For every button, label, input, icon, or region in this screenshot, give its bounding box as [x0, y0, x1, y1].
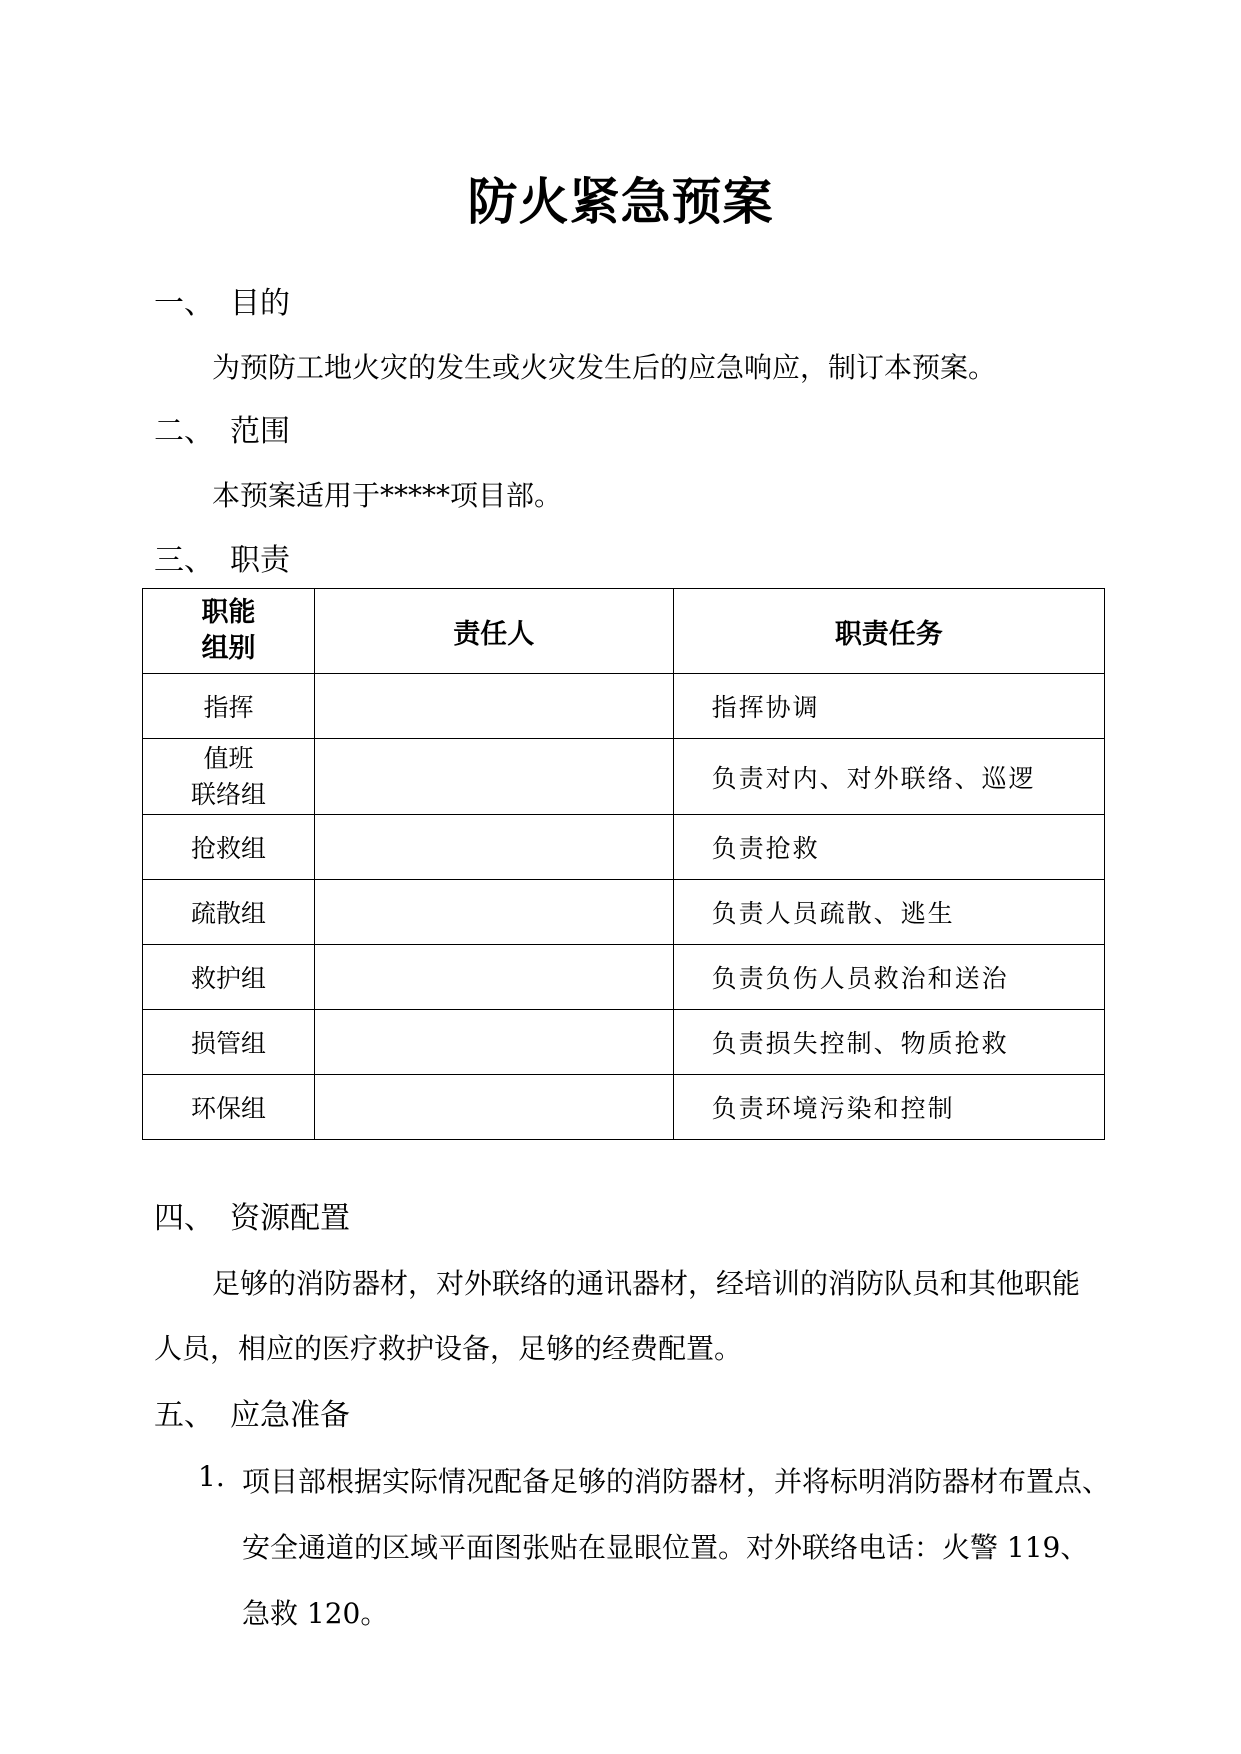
- section-number: 二、: [154, 414, 214, 449]
- header-group-line1: 职能: [201, 597, 256, 628]
- table-row: [143, 1010, 1105, 1075]
- person-cell: [314, 739, 673, 815]
- table-row: [143, 945, 1105, 1010]
- task-cell: 指挥协调: [673, 674, 1104, 739]
- resources-paragraph-line1: 足够的消防器材，对外联络的通讯器材，经培训的消防队员和其他职能: [212, 1267, 1081, 1300]
- page-title: 防火紧急预案: [467, 173, 774, 231]
- table-row: [143, 739, 1105, 815]
- person-cell: [314, 815, 673, 880]
- person-cell: [314, 674, 673, 739]
- group-cell: 损管组: [143, 1010, 315, 1075]
- scope-paragraph: 本预案适用于*****项目部。: [212, 479, 563, 512]
- section-number: 一、: [154, 286, 214, 321]
- section-heading-resources: [154, 1193, 350, 1237]
- task-cell: 负责损失控制、物质抢救: [673, 1010, 1104, 1075]
- purpose-paragraph: 为预防工地火灾的发生或火灾发生后的应急响应，制订本预案。: [212, 351, 997, 384]
- list-item-number: 1.: [198, 1460, 225, 1493]
- person-cell: [314, 880, 673, 945]
- header-person: 责任人: [314, 589, 673, 674]
- group-line1: 值班: [203, 743, 254, 773]
- section-heading-purpose: [154, 278, 290, 322]
- table-header-row: [143, 589, 1105, 674]
- person-cell: [314, 1075, 673, 1140]
- section-title: 职责: [230, 543, 290, 578]
- table-row: [143, 674, 1105, 739]
- resources-paragraph-line2: 人员，相应的医疗救护设备，足够的经费配置。: [154, 1332, 743, 1365]
- section-heading-duties: [154, 535, 290, 579]
- person-cell: [314, 945, 673, 1010]
- section-title: 资源配置: [230, 1201, 350, 1236]
- section-title: 范围: [230, 414, 290, 449]
- group-cell: 疏散组: [143, 880, 315, 945]
- group-cell: 环保组: [143, 1075, 315, 1140]
- group-line2: 联络组: [190, 779, 266, 809]
- group-cell: 救护组: [143, 945, 315, 1010]
- group-cell: [143, 739, 315, 815]
- section-title: 目的: [230, 286, 290, 321]
- task-cell: 负责对内、对外联络、巡逻: [673, 739, 1104, 815]
- list-item-line1: 项目部根据实际情况配备足够的消防器材，并将标明消防器材布置点、: [242, 1465, 1111, 1498]
- section-heading-preparation: [154, 1390, 350, 1434]
- header-group: [143, 589, 315, 674]
- header-group-line2: 组别: [201, 633, 256, 664]
- table-row: [143, 1075, 1105, 1140]
- task-cell: 负责人员疏散、逃生: [673, 880, 1104, 945]
- task-cell: 负责抢救: [673, 815, 1104, 880]
- duty-table: [142, 588, 1105, 1140]
- section-number: 四、: [154, 1201, 214, 1236]
- person-cell: [314, 1010, 673, 1075]
- group-cell: 指挥: [143, 674, 315, 739]
- section-number: 三、: [154, 543, 214, 578]
- group-cell: 抢救组: [143, 815, 315, 880]
- header-task: 职责任务: [673, 589, 1104, 674]
- task-cell: 负责环境污染和控制: [673, 1075, 1104, 1140]
- list-item-line3: 急救 120。: [242, 1597, 389, 1630]
- table-row: [143, 815, 1105, 880]
- list-item-line2: 安全通道的区域平面图张贴在显眼位置。对外联络电话：火警 119、: [242, 1531, 1089, 1564]
- section-heading-scope: [154, 406, 290, 450]
- section-number: 五、: [154, 1398, 214, 1433]
- table-row: [143, 880, 1105, 945]
- section-title: 应急准备: [230, 1398, 350, 1433]
- task-cell: 负责负伤人员救治和送治: [673, 945, 1104, 1010]
